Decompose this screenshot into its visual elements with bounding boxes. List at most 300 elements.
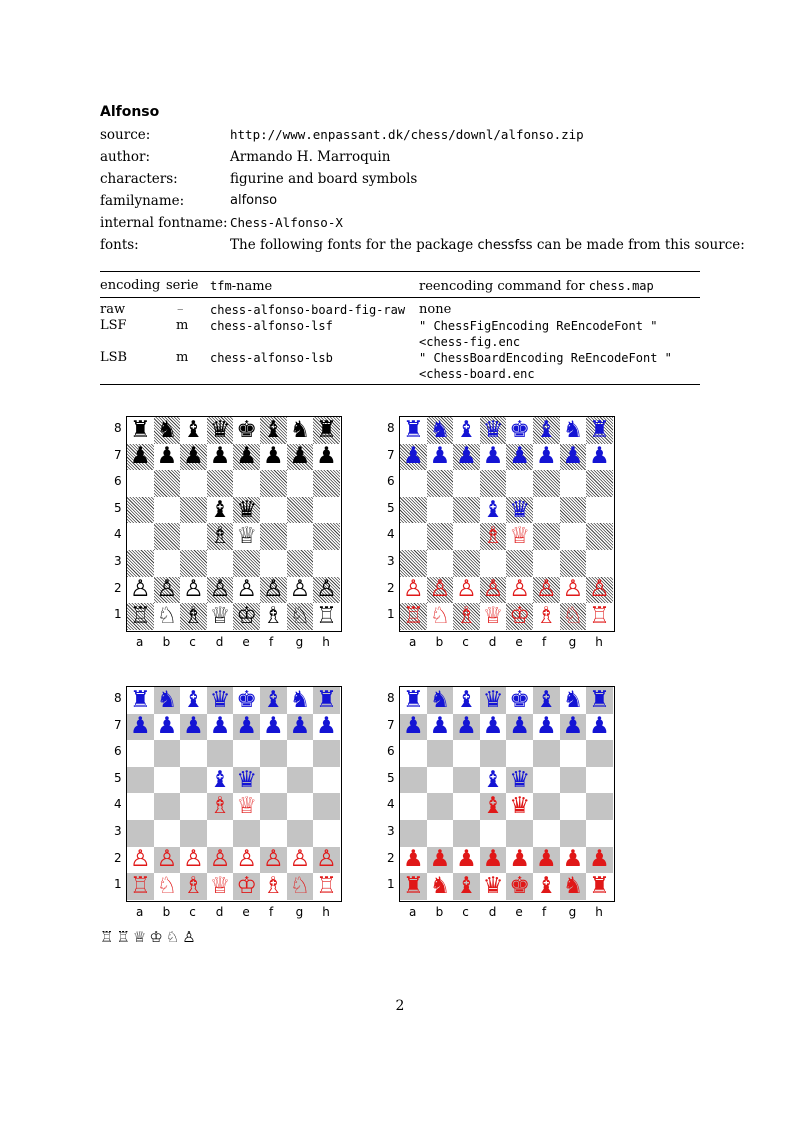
board-square-f2 — [533, 577, 560, 604]
black-piece: ♟ — [535, 713, 557, 740]
board-square-h3 — [586, 550, 613, 577]
white-piece: ♞ — [429, 872, 451, 899]
board-square-d7 — [207, 714, 234, 741]
board-square-h5 — [586, 497, 613, 524]
board-square-c8 — [180, 687, 207, 714]
rank-label-3: 3 — [114, 554, 122, 568]
black-piece: ♟ — [589, 713, 610, 740]
board-square-c6 — [453, 740, 480, 767]
white-piece: ♞ — [562, 872, 584, 899]
file-label-e: e — [242, 905, 250, 919]
white-piece: ♙ — [129, 846, 151, 873]
white-piece: ♕ — [236, 793, 257, 820]
board-square-f2 — [260, 847, 287, 874]
board-square-d4 — [207, 793, 234, 820]
black-piece: ♛ — [482, 686, 504, 713]
board-square-a8 — [400, 417, 427, 444]
board-square-f5 — [260, 497, 287, 524]
white-piece: ♗ — [456, 602, 477, 629]
fonts-text-end: can be made from this source: — [532, 237, 745, 253]
board-square-c1 — [453, 873, 480, 900]
rank-label-2: 2 — [387, 580, 395, 595]
board-square-f6 — [533, 470, 560, 497]
board-square-h2 — [313, 847, 340, 874]
black-piece: ♟ — [589, 443, 610, 470]
board-square-h6 — [586, 470, 613, 497]
table-mid-rule — [100, 297, 700, 298]
board-square-e3 — [233, 550, 260, 577]
board-square-g3 — [560, 820, 587, 847]
board-square-h2 — [313, 577, 340, 604]
white-piece: ♙ — [289, 846, 311, 873]
black-piece: ♟ — [402, 443, 424, 470]
rank-label-5: 5 — [387, 770, 395, 785]
board-square-h8 — [586, 417, 613, 444]
board-square-c4 — [453, 523, 480, 550]
file-label-b: b — [162, 905, 171, 919]
board-square-e2 — [506, 577, 533, 604]
board-square-h6 — [313, 470, 340, 497]
board-square-a4 — [127, 523, 154, 550]
board-square-d4 — [480, 793, 507, 820]
board-square-e8 — [506, 687, 533, 714]
board-square-e5 — [233, 767, 260, 794]
board-square-a6 — [400, 740, 427, 767]
board-square-e2 — [233, 847, 260, 874]
board-square-f4 — [533, 523, 560, 550]
file-label-h: h — [595, 905, 603, 919]
board-square-e4 — [506, 523, 533, 550]
file-label-e: e — [515, 635, 523, 649]
black-piece: ♟ — [129, 713, 151, 740]
board-square-g6 — [287, 470, 314, 497]
board-square-c4 — [180, 793, 207, 820]
white-piece: ♛ — [482, 872, 504, 899]
board-square-a7 — [127, 714, 154, 741]
board-square-a5 — [400, 767, 427, 794]
board-square-e5 — [506, 497, 533, 524]
board-square-g6 — [560, 470, 587, 497]
header-command — [419, 278, 654, 295]
board-square-h8 — [313, 687, 340, 714]
file-label-d: d — [488, 635, 497, 649]
board-square-b2 — [427, 577, 454, 604]
board-square-g4 — [560, 523, 587, 550]
black-piece: ♛ — [482, 416, 504, 443]
board-square-e6 — [233, 740, 260, 767]
board-square-d3 — [207, 820, 234, 847]
white-piece: ♙ — [209, 576, 231, 603]
board-square-d6 — [207, 740, 234, 767]
row-lsf-tfm: chess-alfonso-lsf — [210, 319, 333, 333]
rank-label-4: 4 — [387, 797, 395, 812]
black-piece: ♟ — [262, 713, 284, 740]
board-square-d5 — [480, 767, 507, 794]
black-piece: ♝ — [535, 416, 557, 443]
header-command-prefix: reencoding command for — [419, 279, 589, 294]
white-piece: ♙ — [183, 846, 204, 873]
board-square-g2 — [560, 577, 587, 604]
white-piece: ♖ — [316, 872, 337, 899]
black-piece: ♜ — [129, 416, 151, 443]
white-piece: ♙ — [262, 576, 284, 603]
white-piece: ♘ — [156, 602, 178, 629]
black-piece: ♜ — [316, 416, 337, 443]
rank-label-1: 1 — [114, 877, 122, 892]
header-tfm-mono: tfm — [210, 279, 232, 293]
white-piece: ♜ — [589, 872, 610, 899]
white-piece: ♙ — [535, 576, 557, 603]
board-square-c7 — [453, 444, 480, 471]
black-piece: ♚ — [236, 416, 257, 443]
board-square-g3 — [560, 550, 587, 577]
board-square-c3 — [453, 550, 480, 577]
board-square-b5 — [427, 767, 454, 794]
white-piece: ♟ — [562, 846, 584, 873]
board-square-f1 — [533, 873, 560, 900]
board-square-a8 — [127, 687, 154, 714]
black-piece: ♛ — [236, 766, 257, 793]
black-piece: ♟ — [402, 713, 424, 740]
board-square-a5 — [400, 497, 427, 524]
white-piece: ♙ — [209, 846, 231, 873]
file-label-c: c — [189, 905, 196, 919]
row-lsb-tfm: chess-alfonso-lsb — [210, 351, 333, 365]
board-square-c7 — [453, 714, 480, 741]
rank-label-5: 5 — [387, 500, 395, 515]
board-square-e7 — [506, 444, 533, 471]
board-square-h4 — [313, 793, 340, 820]
board-square-b2 — [154, 847, 181, 874]
board-square-c4 — [453, 793, 480, 820]
white-piece: ♙ — [429, 576, 451, 603]
white-piece: ♖ — [129, 602, 151, 629]
board-square-e8 — [506, 417, 533, 444]
white-piece: ♙ — [236, 576, 257, 603]
board-square-a2 — [400, 847, 427, 874]
white-piece: ♗ — [262, 872, 284, 899]
board-square-g1 — [560, 603, 587, 630]
board-square-c6 — [453, 470, 480, 497]
board-square-g3 — [287, 550, 314, 577]
board-square-g4 — [560, 793, 587, 820]
black-piece: ♟ — [236, 713, 257, 740]
board-square-d4 — [207, 523, 234, 550]
rank-label-4: 4 — [387, 527, 395, 542]
board-square-h1 — [313, 603, 340, 630]
board-square-h5 — [313, 497, 340, 524]
board-square-g3 — [287, 820, 314, 847]
white-piece: ♗ — [209, 523, 231, 550]
board-square-e5 — [233, 497, 260, 524]
board-square-h3 — [313, 820, 340, 847]
board-square-f8 — [533, 417, 560, 444]
white-piece: ♝ — [482, 793, 504, 820]
file-label-a: a — [136, 905, 144, 919]
row-raw-tfm: chess-alfonso-board-fig-raw — [210, 303, 406, 317]
board-square-d2 — [480, 577, 507, 604]
black-piece: ♞ — [562, 416, 584, 443]
row-lsb-command-1: " ChessBoardEncoding ReEncodeFont " — [419, 351, 672, 365]
board-square-b4 — [427, 523, 454, 550]
black-piece: ♟ — [262, 443, 284, 470]
board-square-c2 — [453, 847, 480, 874]
chess-board-hatched-blue-and-red — [399, 416, 615, 632]
board-square-b1 — [427, 603, 454, 630]
rank-label-8: 8 — [114, 421, 122, 435]
board-square-c5 — [180, 497, 207, 524]
meta-label: fonts: — [100, 237, 139, 253]
board-square-e6 — [506, 470, 533, 497]
board-square-g8 — [287, 687, 314, 714]
row-lsf-command-1: " ChessFigEncoding ReEncodeFont " — [419, 319, 658, 333]
chess-board-gray-blue-and-red-outline — [126, 686, 342, 902]
table-bottom-rule — [100, 384, 700, 385]
row-lsb-encoding: LSB — [100, 350, 128, 365]
white-piece: ♘ — [289, 872, 311, 899]
board-square-f7 — [533, 714, 560, 741]
black-piece: ♟ — [156, 443, 178, 470]
board-square-b8 — [427, 417, 454, 444]
meta-value-characters: figurine and board symbols — [230, 171, 418, 187]
black-piece: ♝ — [482, 766, 504, 793]
board-square-f7 — [260, 444, 287, 471]
rank-label-6: 6 — [114, 744, 122, 759]
white-piece: ♙ — [183, 576, 204, 603]
board-square-c6 — [180, 740, 207, 767]
board-square-b8 — [154, 417, 181, 444]
rank-label-6: 6 — [387, 744, 395, 759]
rank-label-3: 3 — [387, 554, 395, 568]
file-label-e: e — [515, 905, 523, 919]
black-piece: ♟ — [289, 443, 311, 470]
file-label-b: b — [162, 635, 171, 649]
board-square-f3 — [260, 820, 287, 847]
board-square-c6 — [180, 470, 207, 497]
black-piece: ♟ — [509, 713, 530, 740]
board-square-f1 — [533, 603, 560, 630]
rank-label-7: 7 — [114, 447, 122, 462]
white-piece: ♙ — [129, 576, 151, 603]
row-lsf-serie: m — [176, 318, 189, 333]
white-piece: ♙ — [562, 576, 584, 603]
black-piece: ♟ — [289, 713, 311, 740]
rank-label-3: 3 — [114, 824, 122, 838]
meta-value-familyname: alfonso — [230, 193, 278, 208]
black-piece: ♚ — [509, 416, 530, 443]
board-square-e1 — [506, 603, 533, 630]
black-piece: ♟ — [509, 443, 530, 470]
board-square-e2 — [506, 847, 533, 874]
black-piece: ♜ — [316, 686, 337, 713]
white-piece: ♖ — [589, 602, 610, 629]
black-piece: ♜ — [402, 686, 424, 713]
white-piece: ♝ — [456, 872, 477, 899]
white-piece: ♝ — [535, 872, 557, 899]
black-piece: ♜ — [589, 416, 610, 443]
board-square-b2 — [427, 847, 454, 874]
black-piece: ♟ — [316, 713, 337, 740]
board-square-g6 — [560, 740, 587, 767]
file-label-b: b — [435, 905, 444, 919]
black-piece: ♟ — [562, 713, 584, 740]
black-piece: ♛ — [209, 416, 231, 443]
header-tfm-rest: -name — [231, 279, 273, 294]
black-piece: ♝ — [183, 686, 204, 713]
file-label-d: d — [215, 635, 224, 649]
white-piece: ♙ — [262, 846, 284, 873]
board-square-g8 — [287, 417, 314, 444]
black-piece: ♞ — [562, 686, 584, 713]
rank-label-1: 1 — [387, 607, 395, 622]
board-square-c1 — [180, 603, 207, 630]
board-square-f7 — [260, 714, 287, 741]
black-piece: ♝ — [456, 416, 477, 443]
board-square-b7 — [154, 714, 181, 741]
white-piece: ♚ — [509, 872, 530, 899]
board-square-c3 — [180, 820, 207, 847]
board-square-f3 — [533, 550, 560, 577]
board-square-e4 — [233, 793, 260, 820]
board-square-b3 — [427, 550, 454, 577]
board-square-a2 — [400, 577, 427, 604]
board-square-e4 — [233, 523, 260, 550]
white-piece: ♘ — [156, 872, 178, 899]
board-square-c8 — [453, 687, 480, 714]
board-square-f1 — [260, 603, 287, 630]
board-square-f7 — [533, 444, 560, 471]
black-piece: ♜ — [129, 686, 151, 713]
page-heading: Alfonso — [100, 104, 160, 120]
white-piece: ♟ — [509, 846, 530, 873]
extra-piece-symbols: ♖♖♕♔♘♙ — [100, 928, 199, 946]
meta-value-source: http://www.enpassant.dk/chess/downl/alfonso.zip — [230, 127, 584, 142]
row-raw-serie: – — [177, 302, 184, 317]
board-square-h8 — [313, 417, 340, 444]
white-piece: ♗ — [535, 602, 557, 629]
black-piece: ♝ — [183, 416, 204, 443]
row-lsf-encoding: LSF — [100, 318, 127, 333]
black-piece: ♟ — [209, 713, 231, 740]
board-square-a6 — [127, 470, 154, 497]
board-square-d8 — [207, 687, 234, 714]
white-piece: ♟ — [482, 846, 504, 873]
board-square-c7 — [180, 444, 207, 471]
board-square-g1 — [287, 603, 314, 630]
board-square-e3 — [506, 820, 533, 847]
white-piece: ♙ — [402, 576, 424, 603]
board-square-b2 — [154, 577, 181, 604]
black-piece: ♝ — [262, 686, 284, 713]
board-square-d8 — [480, 417, 507, 444]
white-piece: ♗ — [209, 793, 231, 820]
header-tfm-name — [210, 278, 272, 295]
black-piece: ♟ — [129, 443, 151, 470]
white-piece: ♙ — [589, 576, 610, 603]
board-square-b5 — [427, 497, 454, 524]
board-square-b5 — [154, 767, 181, 794]
board-square-b3 — [154, 550, 181, 577]
board-square-d2 — [207, 577, 234, 604]
board-square-a1 — [127, 873, 154, 900]
board-square-d1 — [480, 603, 507, 630]
board-square-a7 — [400, 444, 427, 471]
board-square-c4 — [180, 523, 207, 550]
black-piece: ♝ — [209, 766, 231, 793]
board-square-f2 — [533, 847, 560, 874]
board-square-g2 — [560, 847, 587, 874]
board-square-f8 — [260, 687, 287, 714]
board-square-c7 — [180, 714, 207, 741]
board-square-a7 — [127, 444, 154, 471]
black-piece: ♞ — [429, 416, 451, 443]
black-piece: ♞ — [156, 686, 178, 713]
row-lsf-command-2: <chess-fig.enc — [419, 335, 521, 349]
board-square-c5 — [180, 767, 207, 794]
board-square-d7 — [480, 714, 507, 741]
board-square-c8 — [453, 417, 480, 444]
board-square-e7 — [233, 714, 260, 741]
black-piece: ♞ — [429, 686, 451, 713]
board-square-h4 — [313, 523, 340, 550]
board-square-b3 — [427, 820, 454, 847]
file-label-d: d — [215, 905, 224, 919]
board-square-a1 — [400, 603, 427, 630]
board-square-a6 — [127, 740, 154, 767]
white-piece: ♟ — [535, 846, 557, 873]
board-square-c2 — [453, 577, 480, 604]
board-square-c1 — [180, 873, 207, 900]
board-square-d1 — [480, 873, 507, 900]
board-square-f6 — [533, 740, 560, 767]
meta-label: familyname: — [100, 193, 185, 209]
board-square-b8 — [154, 687, 181, 714]
board-square-e8 — [233, 417, 260, 444]
board-square-b6 — [154, 740, 181, 767]
board-square-h4 — [586, 793, 613, 820]
board-square-h8 — [586, 687, 613, 714]
board-square-c2 — [180, 577, 207, 604]
board-square-h3 — [313, 550, 340, 577]
board-square-a2 — [127, 577, 154, 604]
board-square-e6 — [506, 740, 533, 767]
file-label-b: b — [435, 635, 444, 649]
white-piece: ♕ — [209, 872, 231, 899]
fonts-text-start: The following fonts for the package — [230, 237, 478, 253]
board-square-a5 — [127, 767, 154, 794]
white-piece: ♙ — [509, 576, 530, 603]
white-piece: ♔ — [236, 872, 257, 899]
board-square-g4 — [287, 523, 314, 550]
file-label-g: g — [568, 635, 577, 649]
meta-value-fonts — [230, 235, 745, 256]
board-square-e7 — [233, 444, 260, 471]
row-lsb-command-2: <chess-board.enc — [419, 367, 535, 381]
board-square-h6 — [313, 740, 340, 767]
board-square-b7 — [427, 444, 454, 471]
board-square-h1 — [586, 873, 613, 900]
rank-label-2: 2 — [387, 850, 395, 865]
board-square-h7 — [313, 714, 340, 741]
board-square-b1 — [154, 603, 181, 630]
white-piece: ♖ — [316, 602, 337, 629]
rank-label-7: 7 — [387, 717, 395, 732]
board-square-b1 — [154, 873, 181, 900]
board-square-c1 — [453, 603, 480, 630]
board-square-h1 — [313, 873, 340, 900]
black-piece: ♟ — [316, 443, 337, 470]
white-piece: ♗ — [183, 602, 204, 629]
